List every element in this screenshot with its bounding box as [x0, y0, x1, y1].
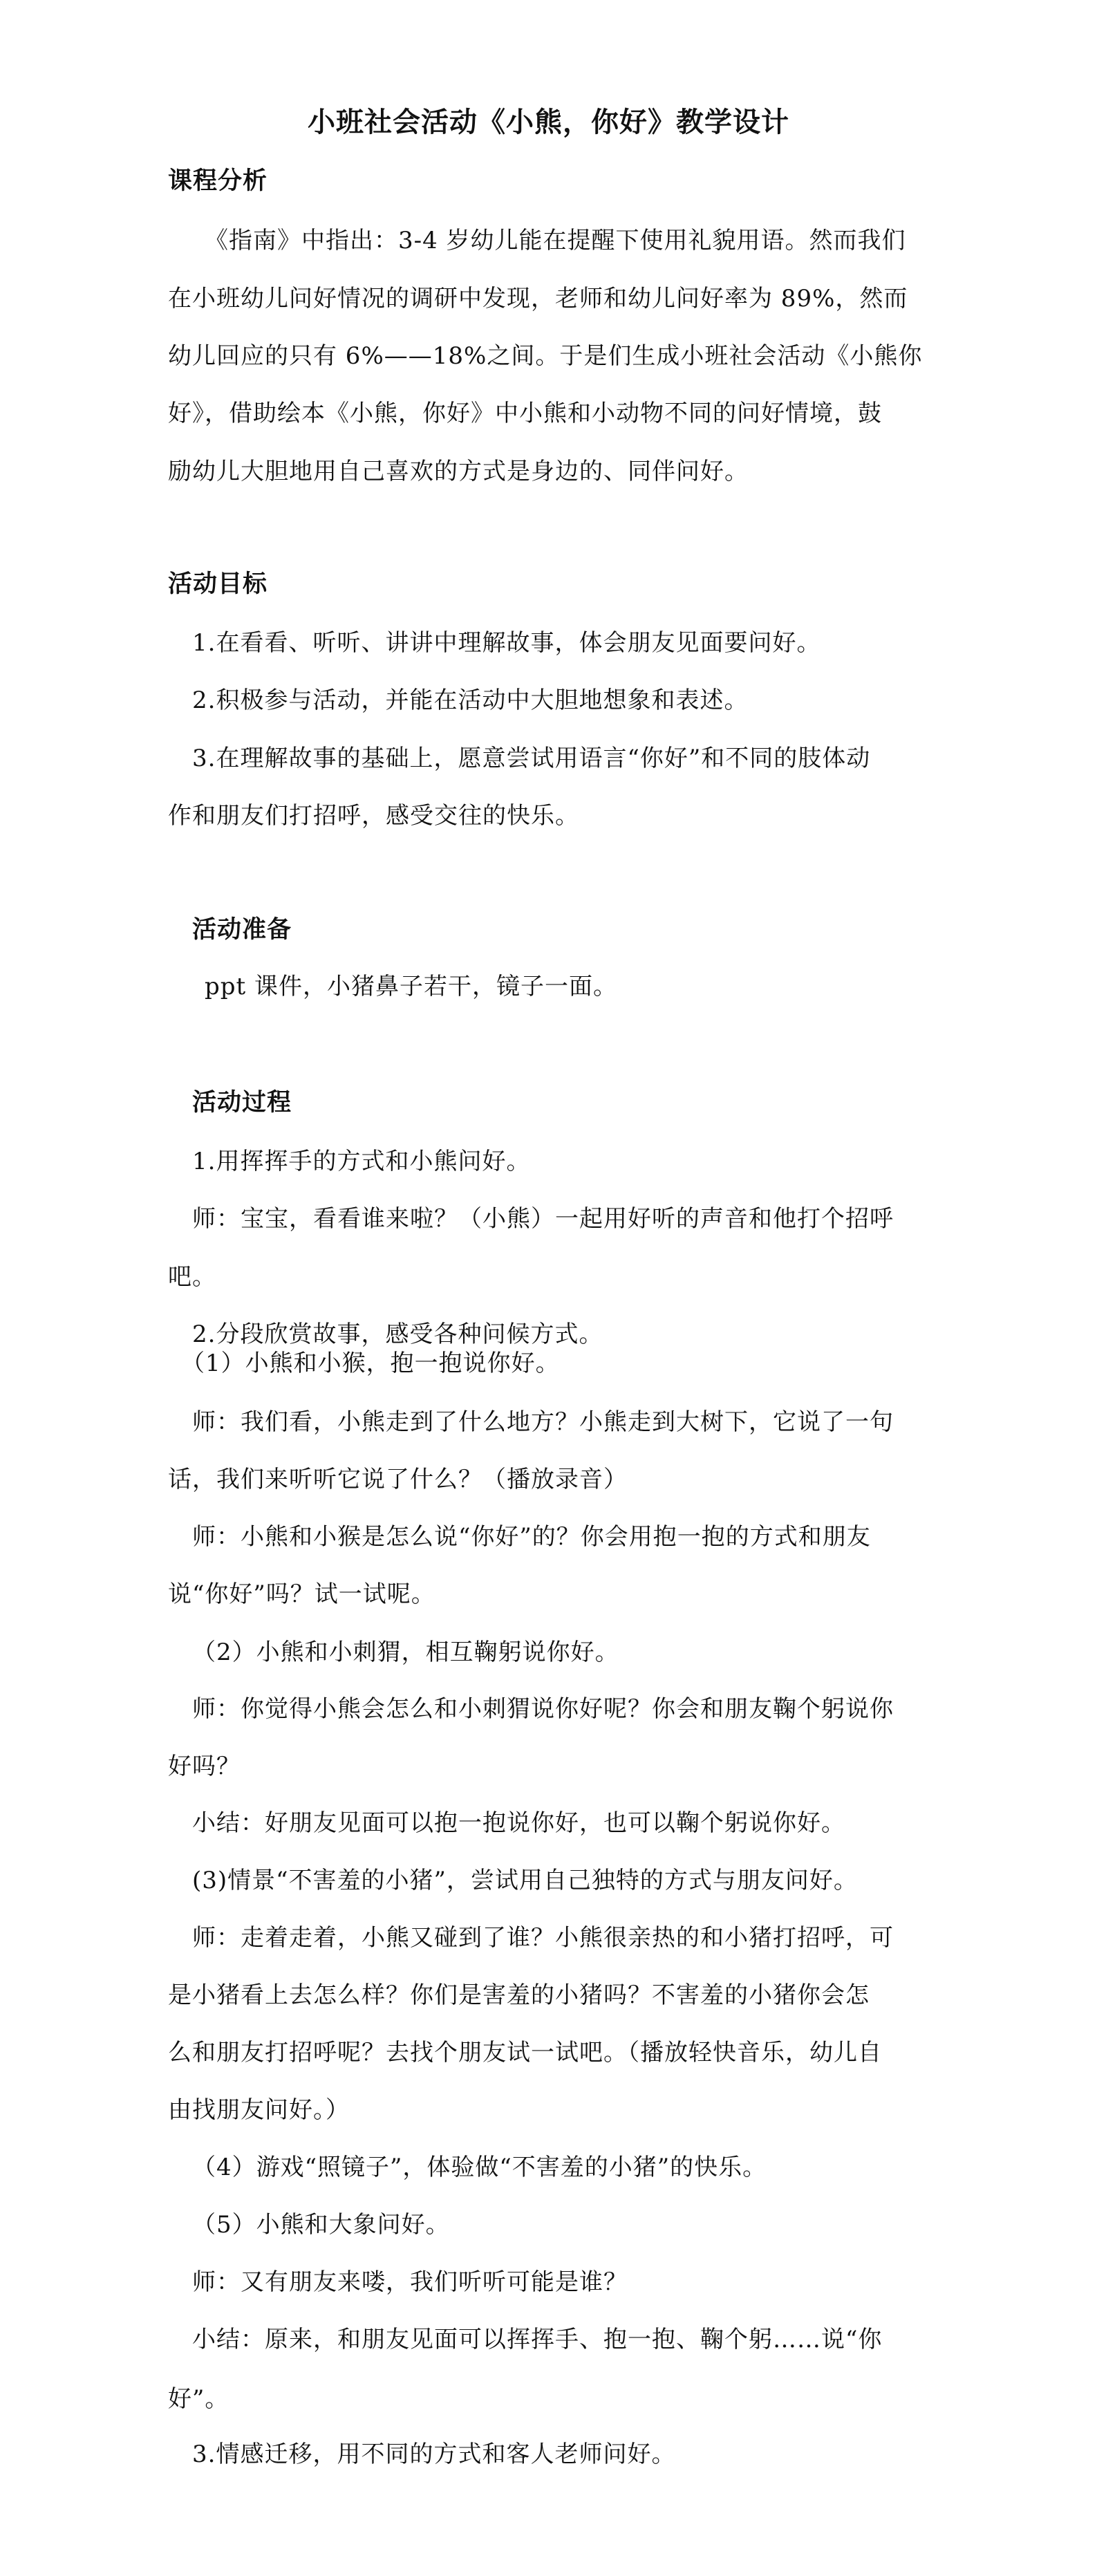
process-step: 2.分段欣赏故事，感受各种问候方式。: [192, 1320, 603, 1348]
process-line: 师：我们看，小熊走到了什么地方？小熊走到大树下，它说了一句: [192, 1408, 894, 1436]
process-line: 是小猪看上去怎么样？你们是害羞的小猪吗？不害羞的小猪你会怎: [168, 1981, 870, 2009]
process-line: 吧。: [168, 1263, 216, 1291]
process-substep: (3)情景“不害羞的小猪”，尝试用自己独特的方式与朋友问好。: [192, 1867, 858, 1894]
section-heading-preparation: 活动准备: [192, 915, 292, 944]
paragraph-line: 在小班幼儿问好情况的调研中发现，老师和幼儿问好率为 89%，然而: [168, 285, 908, 312]
goal-item: 3.在理解故事的基础上，愿意尝试用语言“你好”和不同的肢体动: [192, 745, 871, 772]
section-heading-analysis: 课程分析: [168, 167, 268, 195]
goal-item: 1.在看看、听听、讲讲中理解故事，体会朋友见面要问好。: [192, 629, 821, 657]
process-line: 师：你觉得小熊会怎么和小刺猬说你好呢？你会和朋友鞠个躬说你: [192, 1695, 894, 1723]
process-line: 话，我们来听听它说了什么？（播放录音）: [168, 1466, 628, 1493]
process-line: 说“你好”吗？试一试呢。: [168, 1580, 435, 1608]
process-substep: （4）游戏“照镜子”，体验做“不害羞的小猪”的快乐。: [192, 2154, 767, 2181]
process-line: 好吗？: [168, 1753, 241, 1780]
preparation-line: ppt 课件，小猪鼻子若干，镜子一面。: [205, 973, 617, 1000]
process-line: 师：宝宝，看看谁来啦？（小熊）一起用好听的声音和他打个招呼: [192, 1205, 894, 1233]
section-heading-goals: 活动目标: [168, 570, 268, 598]
process-line: 师：小熊和小猴是怎么说“你好”的？你会用抱一抱的方式和朋友: [192, 1523, 871, 1551]
process-summary: 小结：原来，和朋友见面可以挥挥手、抱一抱、鞠个躬……说“你: [192, 2326, 883, 2353]
process-summary: 小结：好朋友见面可以抱一抱说你好，也可以鞠个躬说你好。: [192, 1809, 845, 1837]
process-substep: （5）小熊和大象问好。: [192, 2211, 450, 2239]
goal-item-continued: 作和朋友们打招呼，感受交往的快乐。: [168, 802, 579, 830]
process-line: 好”。: [168, 2385, 229, 2413]
process-line: 师：又有朋友来喽，我们听听可能是谁？: [192, 2268, 628, 2296]
process-step: 3.情感迁移，用不同的方式和客人老师问好。: [192, 2440, 676, 2468]
paragraph-line: 《指南》中指出：3-4 岁幼儿能在提醒下使用礼貌用语。然而我们: [205, 227, 906, 254]
process-line: 由找朋友问好。）: [168, 2096, 350, 2124]
process-substep: （1）小熊和小猴，抱一抱说你好。: [181, 1350, 560, 1377]
document-title: 小班社会活动《小熊，你好》教学设计: [308, 106, 789, 138]
paragraph-line: 好》，借助绘本《小熊，你好》中小熊和小动物不同的问好情境，鼓: [168, 400, 882, 427]
paragraph-line: 幼儿回应的只有 6%——18%之间。于是们生成小班社会活动《小熊你: [168, 342, 923, 370]
goal-item: 2.积极参与活动，并能在活动中大胆地想象和表述。: [192, 687, 749, 714]
process-step: 1.用挥挥手的方式和小熊问好。: [192, 1148, 531, 1175]
process-line: 师：走着走着，小熊又碰到了谁？小熊很亲热的和小猪打招呼，可: [192, 1924, 894, 1952]
section-heading-process: 活动过程: [192, 1088, 292, 1117]
paragraph-line: 励幼儿大胆地用自己喜欢的方式是身边的、同伴问好。: [168, 458, 749, 485]
process-line: 么和朋友打招呼呢？去找个朋友试一试吧。（播放轻快音乐，幼儿自: [168, 2039, 882, 2066]
process-substep: （2）小熊和小刺猬，相互鞠躬说你好。: [192, 1639, 619, 1666]
